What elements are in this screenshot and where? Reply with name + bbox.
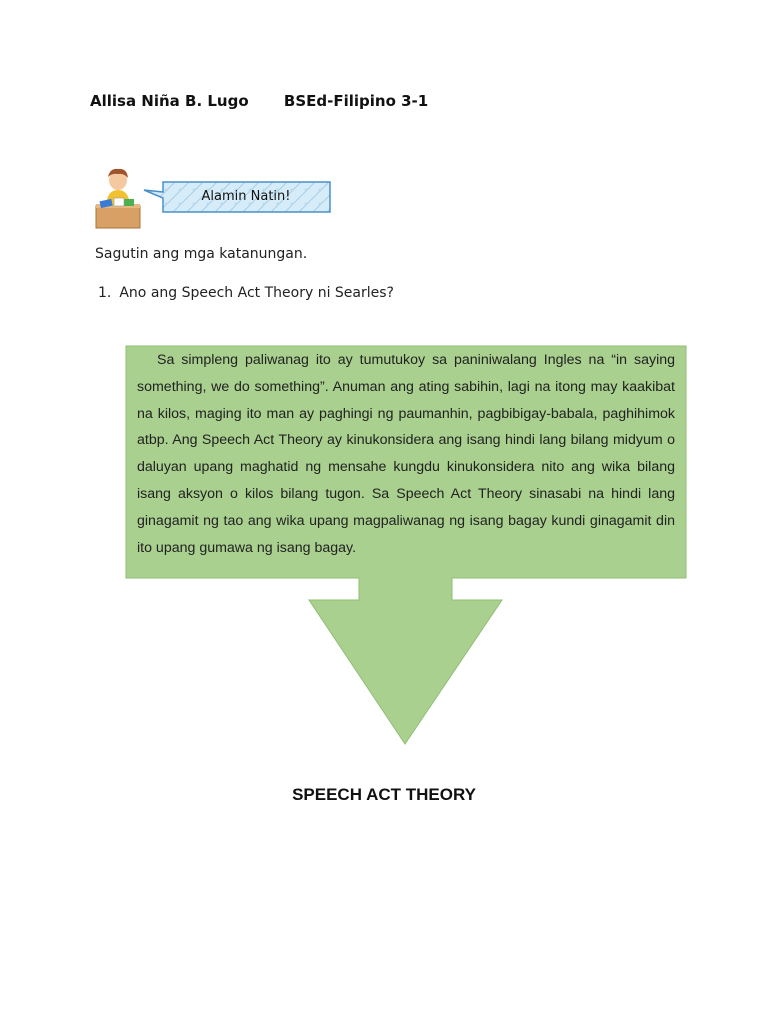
callout-label: Alamin Natin! bbox=[201, 189, 291, 204]
answer-text: Sa simpleng paliwanag ito ay tumutukoy sa paniniwalang Ingles na “in saying something, we do something”. Anuman ang ating sabihin, lagi na itong may kaakibat na kilos, maging ito man ay paghingi ng paumanhin, pagbibigay-babala, paghihimok atbp. Ang Speech Act Theory ay kinukonsidera ang isang hindi lang bilang midyum o daluyan upang maghatid ng mensahe kungdu kinukonsidera nito ang wika bilang isang aksyon o kilos bilang tugon. Sa Speech Act Theory sinasabi na hindi lang ginagamit ng tao ang wika upang magpaliwanag ng isang bagay kundi ginagamit din ito upang gumawa ng isang bagay. bbox=[137, 352, 675, 556]
course-section: BSEd-Filipino 3-1 bbox=[283, 92, 429, 110]
question-number: 1. bbox=[98, 285, 112, 301]
student-name: Allisa Niña B. Lugo bbox=[90, 92, 249, 110]
question-text: Ano ang Speech Act Theory ni Searles? bbox=[119, 285, 394, 301]
instruction-text: Sagutin ang mga katanungan. bbox=[95, 246, 308, 262]
diagram-title: SPEECH ACT THEORY bbox=[292, 785, 476, 804]
